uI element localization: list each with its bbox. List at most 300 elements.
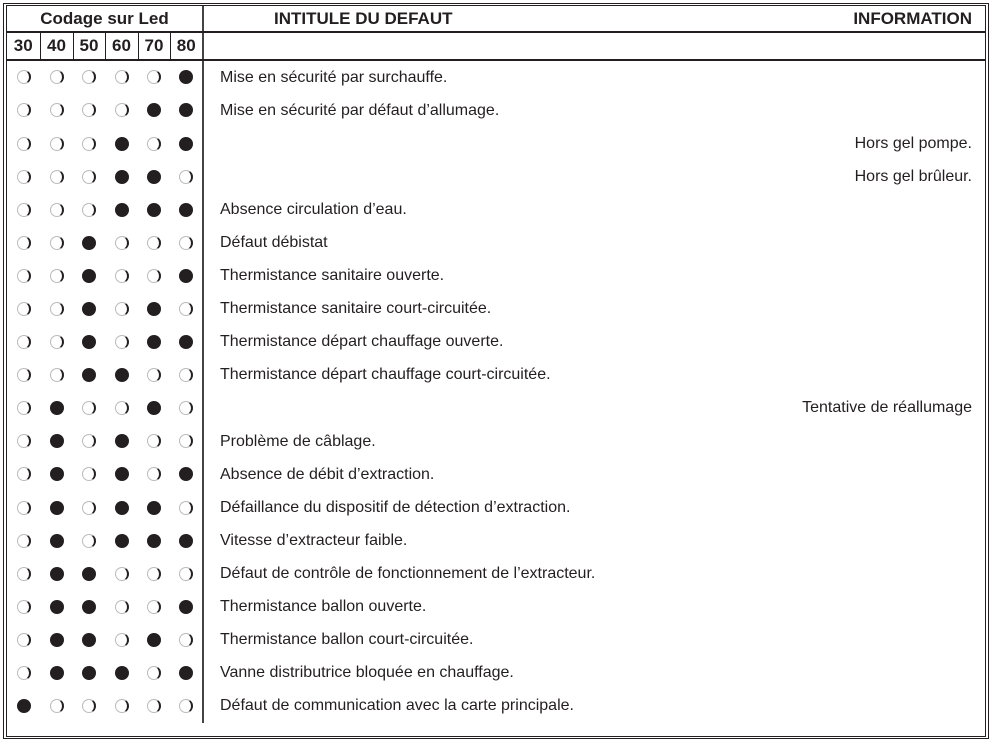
- led-on-icon: [147, 401, 161, 415]
- information-text: [613, 491, 985, 524]
- table-row: [7, 226, 985, 259]
- led-on-icon: [82, 368, 96, 382]
- led-on-icon: [50, 600, 64, 614]
- led-cell: [170, 127, 203, 160]
- led-on-icon: [179, 203, 193, 217]
- led-off-icon: [17, 137, 31, 151]
- led-cell: [170, 226, 203, 259]
- led-cell: [7, 94, 40, 127]
- led-off-icon: [17, 335, 31, 349]
- fault-label: Thermistance sanitaire ouverte.: [220, 267, 445, 285]
- led-cell: [7, 624, 40, 657]
- codage-header: Codage sur Led: [7, 6, 203, 32]
- table-row: [7, 326, 985, 359]
- led-cell: [138, 425, 170, 458]
- led-cell: [105, 293, 138, 326]
- led-cell: [170, 293, 203, 326]
- led-off-icon: [17, 368, 31, 382]
- led-cell: [105, 524, 138, 557]
- led-on-icon: [179, 600, 193, 614]
- led-on-icon: [115, 203, 129, 217]
- led-off-icon: [82, 401, 96, 415]
- led-off-icon: [17, 501, 31, 515]
- led-on-icon: [82, 335, 96, 349]
- information-text: [613, 94, 985, 127]
- led-cell: [7, 557, 40, 590]
- led-on-icon: [50, 434, 64, 448]
- led-off-icon: [115, 567, 129, 581]
- table-row: [7, 127, 985, 160]
- led-on-icon: [147, 534, 161, 548]
- led-cell: [40, 127, 73, 160]
- led-cell: [105, 127, 138, 160]
- header-spacer: [203, 32, 985, 60]
- led-cell: [170, 326, 203, 359]
- led-off-icon: [147, 567, 161, 581]
- led-off-icon: [50, 699, 64, 713]
- table-row: [7, 624, 985, 657]
- led-cell: [7, 392, 40, 425]
- led-cell: [40, 392, 73, 425]
- led-on-icon: [82, 236, 96, 250]
- led-cell: [7, 60, 40, 94]
- led-on-icon: [147, 103, 161, 117]
- led-on-icon: [147, 501, 161, 515]
- led-off-icon: [147, 666, 161, 680]
- led-off-icon: [179, 170, 193, 184]
- led-on-icon: [17, 699, 31, 713]
- led-cell: [7, 591, 40, 624]
- led-off-icon: [50, 203, 64, 217]
- information-text: [613, 458, 985, 491]
- led-cell: [105, 657, 138, 690]
- table-row: [7, 524, 985, 557]
- led-off-icon: [17, 434, 31, 448]
- led-off-icon: [147, 269, 161, 283]
- table-row: [7, 690, 985, 723]
- led-on-icon: [179, 269, 193, 283]
- led-cell: [170, 557, 203, 590]
- led-cell: [170, 193, 203, 226]
- led-cell: [40, 226, 73, 259]
- led-off-icon: [82, 434, 96, 448]
- led-off-icon: [17, 236, 31, 250]
- fault-code-table: [7, 6, 985, 723]
- led-cell: [105, 425, 138, 458]
- led-cell: [105, 491, 138, 524]
- led-cell: [138, 690, 170, 723]
- fault-label: Absence de débit d’extraction.: [220, 465, 435, 483]
- led-cell: [138, 127, 170, 160]
- table-row: [7, 193, 985, 226]
- fault-label: [203, 160, 613, 193]
- led-on-icon: [147, 203, 161, 217]
- led-off-icon: [179, 434, 193, 448]
- led-cell: [138, 226, 170, 259]
- led-off-icon: [179, 401, 193, 415]
- fault-label: Défaut débistat: [220, 234, 328, 252]
- led-off-icon: [82, 501, 96, 515]
- led-column-header: 80: [170, 32, 203, 60]
- table-row: [7, 260, 985, 293]
- led-cell: [138, 94, 170, 127]
- fault-label: Défaillance du dispositif de détection d’extraction.: [220, 498, 571, 516]
- information-text: Tentative de réallumage: [802, 399, 972, 417]
- led-off-icon: [147, 368, 161, 382]
- led-on-icon: [179, 666, 193, 680]
- fault-label: Problème de câblage.: [220, 432, 376, 450]
- fault-label: [203, 392, 613, 425]
- led-column-header: 70: [138, 32, 170, 60]
- table-row: [7, 591, 985, 624]
- led-cell: [170, 591, 203, 624]
- led-cell: [73, 657, 105, 690]
- led-cell: [138, 624, 170, 657]
- table-row: [7, 60, 985, 94]
- led-cell: [138, 557, 170, 590]
- led-off-icon: [50, 137, 64, 151]
- fault-label: [203, 127, 613, 160]
- led-off-icon: [82, 534, 96, 548]
- information-text: [613, 425, 985, 458]
- information-text: [613, 557, 985, 590]
- led-off-icon: [179, 633, 193, 647]
- led-cell: [7, 657, 40, 690]
- fault-label: Thermistance sanitaire court-circuitée.: [220, 300, 492, 318]
- led-cell: [7, 491, 40, 524]
- led-on-icon: [115, 501, 129, 515]
- fault-label: Défaut de contrôle de fonctionnement de l’extracteur.: [220, 564, 596, 582]
- led-on-icon: [82, 666, 96, 680]
- led-off-icon: [17, 534, 31, 548]
- led-off-icon: [17, 170, 31, 184]
- led-cell: [73, 160, 105, 193]
- information-text: [613, 260, 985, 293]
- led-cell: [7, 260, 40, 293]
- led-off-icon: [82, 467, 96, 481]
- led-on-icon: [115, 170, 129, 184]
- led-off-icon: [179, 501, 193, 515]
- led-cell: [138, 60, 170, 94]
- led-on-icon: [50, 534, 64, 548]
- led-on-icon: [115, 467, 129, 481]
- led-on-icon: [82, 600, 96, 614]
- led-cell: [40, 491, 73, 524]
- led-off-icon: [50, 269, 64, 283]
- led-on-icon: [179, 137, 193, 151]
- led-on-icon: [50, 666, 64, 680]
- led-on-icon: [147, 302, 161, 316]
- led-cell: [73, 193, 105, 226]
- table-row: [7, 557, 985, 590]
- led-on-icon: [50, 401, 64, 415]
- led-cell: [105, 392, 138, 425]
- led-off-icon: [115, 70, 129, 84]
- fault-label: Mise en sécurité par défaut d’allumage.: [220, 101, 500, 119]
- led-cell: [138, 160, 170, 193]
- table-row: [7, 392, 985, 425]
- table-row: [7, 657, 985, 690]
- led-cell: [105, 60, 138, 94]
- led-column-header: 40: [40, 32, 73, 60]
- led-cell: [40, 458, 73, 491]
- led-cell: [40, 60, 73, 94]
- led-off-icon: [17, 302, 31, 316]
- information-text: [613, 591, 985, 624]
- led-on-icon: [115, 368, 129, 382]
- led-cell: [73, 690, 105, 723]
- led-cell: [138, 392, 170, 425]
- fault-label: Thermistance départ chauffage court-circuitée.: [220, 366, 551, 384]
- led-off-icon: [50, 368, 64, 382]
- led-cell: [40, 690, 73, 723]
- led-cell: [40, 591, 73, 624]
- led-cell: [105, 591, 138, 624]
- led-off-icon: [179, 368, 193, 382]
- led-cell: [138, 293, 170, 326]
- table-row: [7, 425, 985, 458]
- led-on-icon: [50, 501, 64, 515]
- led-cell: [73, 260, 105, 293]
- led-off-icon: [147, 434, 161, 448]
- led-cell: [73, 491, 105, 524]
- led-off-icon: [50, 70, 64, 84]
- led-cell: [73, 60, 105, 94]
- led-off-icon: [17, 467, 31, 481]
- led-off-icon: [50, 103, 64, 117]
- led-off-icon: [17, 633, 31, 647]
- led-cell: [40, 425, 73, 458]
- table-row: [7, 491, 985, 524]
- led-off-icon: [179, 236, 193, 250]
- led-cell: [73, 425, 105, 458]
- fault-code-table-container: [6, 5, 986, 737]
- information-text: [613, 60, 985, 94]
- fault-label: Vanne distributrice bloquée en chauffage.: [220, 664, 514, 682]
- fault-label: Absence circulation d’eau.: [220, 200, 407, 218]
- led-cell: [73, 392, 105, 425]
- led-cell: [105, 624, 138, 657]
- information-text: [613, 624, 985, 657]
- led-cell: [7, 226, 40, 259]
- led-cell: [138, 491, 170, 524]
- led-cell: [73, 624, 105, 657]
- led-cell: [105, 160, 138, 193]
- led-cell: [73, 591, 105, 624]
- led-cell: [40, 359, 73, 392]
- led-cell: [105, 359, 138, 392]
- led-off-icon: [179, 302, 193, 316]
- led-column-header: 50: [73, 32, 105, 60]
- led-cell: [7, 160, 40, 193]
- led-cell: [138, 591, 170, 624]
- led-cell: [7, 524, 40, 557]
- led-off-icon: [147, 600, 161, 614]
- led-cell: [40, 557, 73, 590]
- led-cell: [170, 624, 203, 657]
- led-off-icon: [115, 699, 129, 713]
- led-cell: [170, 425, 203, 458]
- information-header: INFORMATION: [613, 6, 985, 32]
- led-on-icon: [147, 170, 161, 184]
- led-off-icon: [147, 467, 161, 481]
- led-cell: [73, 326, 105, 359]
- led-cell: [170, 94, 203, 127]
- led-cell: [40, 524, 73, 557]
- led-cell: [105, 193, 138, 226]
- led-cell: [40, 326, 73, 359]
- led-cell: [170, 359, 203, 392]
- led-cell: [40, 657, 73, 690]
- led-off-icon: [82, 103, 96, 117]
- fault-label: Thermistance ballon court-circuitée.: [220, 631, 474, 649]
- led-cell: [138, 326, 170, 359]
- led-cell: [7, 193, 40, 226]
- information-text: [613, 293, 985, 326]
- header-row: [7, 6, 985, 32]
- led-cell: [170, 690, 203, 723]
- led-off-icon: [82, 70, 96, 84]
- led-off-icon: [147, 699, 161, 713]
- led-off-icon: [179, 567, 193, 581]
- led-cell: [105, 557, 138, 590]
- information-text: [613, 657, 985, 690]
- led-cell: [7, 690, 40, 723]
- table-row: [7, 160, 985, 193]
- led-on-icon: [179, 103, 193, 117]
- led-cell: [105, 94, 138, 127]
- table-row: [7, 293, 985, 326]
- led-cell: [105, 260, 138, 293]
- fault-label: Vitesse d’extracteur faible.: [220, 531, 408, 549]
- led-cell: [170, 260, 203, 293]
- led-on-icon: [115, 534, 129, 548]
- led-off-icon: [17, 203, 31, 217]
- led-on-icon: [115, 137, 129, 151]
- led-off-icon: [50, 335, 64, 349]
- led-off-icon: [147, 70, 161, 84]
- led-off-icon: [115, 302, 129, 316]
- led-off-icon: [179, 699, 193, 713]
- led-cell: [7, 458, 40, 491]
- led-off-icon: [17, 103, 31, 117]
- led-cell: [138, 458, 170, 491]
- led-off-icon: [50, 236, 64, 250]
- led-cell: [73, 127, 105, 160]
- fault-label: Défaut de communication avec la carte principale.: [220, 697, 574, 715]
- led-cell: [138, 657, 170, 690]
- led-off-icon: [115, 401, 129, 415]
- led-on-icon: [179, 467, 193, 481]
- information-text: [613, 193, 985, 226]
- led-columns-row: [7, 32, 985, 60]
- led-cell: [105, 226, 138, 259]
- led-off-icon: [82, 203, 96, 217]
- led-cell: [7, 425, 40, 458]
- led-cell: [7, 127, 40, 160]
- information-text: Hors gel pompe.: [854, 134, 972, 152]
- led-cell: [7, 359, 40, 392]
- led-cell: [7, 293, 40, 326]
- led-off-icon: [82, 137, 96, 151]
- led-cell: [40, 160, 73, 193]
- led-off-icon: [147, 137, 161, 151]
- led-cell: [138, 359, 170, 392]
- led-off-icon: [115, 335, 129, 349]
- led-cell: [138, 524, 170, 557]
- information-text: [613, 359, 985, 392]
- led-off-icon: [17, 666, 31, 680]
- led-cell: [170, 60, 203, 94]
- led-off-icon: [17, 70, 31, 84]
- led-cell: [170, 160, 203, 193]
- led-on-icon: [82, 302, 96, 316]
- led-cell: [7, 326, 40, 359]
- led-on-icon: [50, 633, 64, 647]
- led-off-icon: [50, 170, 64, 184]
- led-off-icon: [82, 699, 96, 713]
- led-off-icon: [82, 170, 96, 184]
- led-off-icon: [115, 269, 129, 283]
- led-cell: [40, 624, 73, 657]
- led-off-icon: [147, 236, 161, 250]
- led-off-icon: [17, 567, 31, 581]
- information-text: [613, 524, 985, 557]
- information-text: Hors gel brûleur.: [854, 167, 972, 185]
- led-off-icon: [115, 236, 129, 250]
- led-cell: [138, 260, 170, 293]
- led-cell: [40, 193, 73, 226]
- fault-label: Thermistance départ chauffage ouverte.: [220, 333, 504, 351]
- information-text: [613, 326, 985, 359]
- led-cell: [105, 690, 138, 723]
- led-on-icon: [82, 269, 96, 283]
- table-row: [7, 359, 985, 392]
- led-cell: [73, 524, 105, 557]
- intitule-header: INTITULE DU DEFAUT: [203, 6, 613, 32]
- led-cell: [73, 226, 105, 259]
- led-cell: [73, 557, 105, 590]
- led-on-icon: [82, 567, 96, 581]
- led-on-icon: [115, 666, 129, 680]
- led-cell: [170, 657, 203, 690]
- led-cell: [40, 293, 73, 326]
- table-row: [7, 458, 985, 491]
- information-text: [613, 690, 985, 723]
- led-on-icon: [50, 467, 64, 481]
- led-cell: [170, 392, 203, 425]
- led-cell: [73, 94, 105, 127]
- fault-label: Thermistance ballon ouverte.: [220, 598, 427, 616]
- led-on-icon: [179, 534, 193, 548]
- led-on-icon: [147, 633, 161, 647]
- led-cell: [40, 260, 73, 293]
- led-cell: [105, 326, 138, 359]
- led-cell: [73, 458, 105, 491]
- fault-label: Mise en sécurité par surchauffe.: [220, 68, 448, 86]
- led-off-icon: [17, 401, 31, 415]
- led-off-icon: [115, 600, 129, 614]
- led-off-icon: [115, 103, 129, 117]
- led-on-icon: [179, 70, 193, 84]
- table-row: [7, 94, 985, 127]
- led-on-icon: [179, 335, 193, 349]
- led-cell: [73, 293, 105, 326]
- led-on-icon: [50, 567, 64, 581]
- led-column-header: 30: [7, 32, 40, 60]
- led-off-icon: [17, 600, 31, 614]
- led-on-icon: [115, 434, 129, 448]
